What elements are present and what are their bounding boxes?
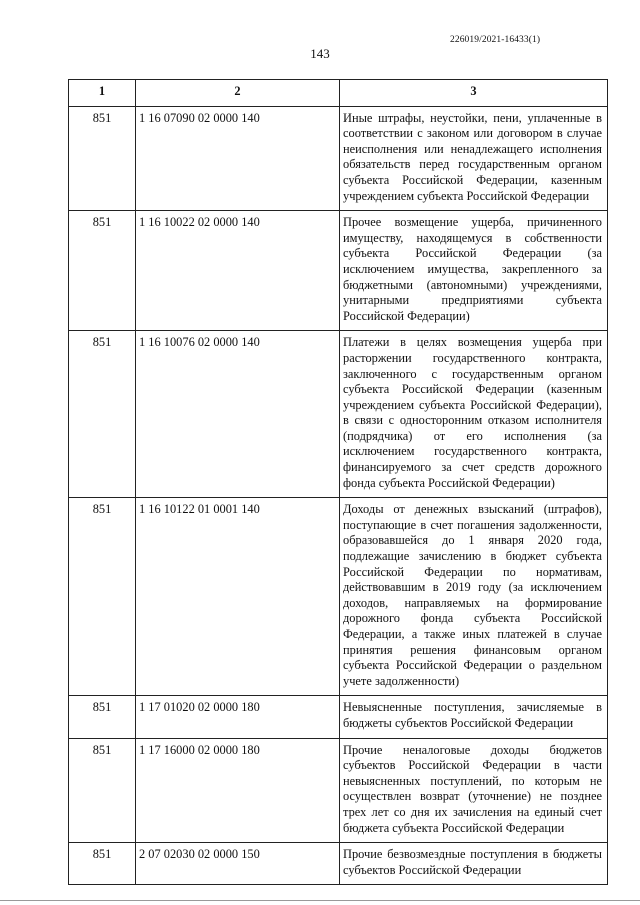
income-description-cell: Невыясненные поступления, зачисляемые в бюджеты субъектов Российской Федерации: [340, 696, 608, 738]
budget-classification-code-cell: 1 17 01020 02 0000 180: [136, 696, 340, 738]
admin-code-cell: 851: [69, 738, 136, 843]
table-row: [69, 696, 608, 738]
table-row: [69, 738, 608, 843]
document-id: 226019/2021-16433(1): [450, 35, 541, 45]
budget-classification-code-cell: 1 17 16000 02 0000 180: [136, 738, 340, 843]
column-header-1: 1: [69, 80, 136, 107]
admin-code-cell: 851: [69, 696, 136, 738]
table-header-row: [69, 80, 608, 107]
budget-classification-code-cell: 1 16 07090 02 0000 140: [136, 106, 340, 211]
income-description-cell: Доходы от денежных взысканий (штрафов), поступающие в счет погашения задолженности, образовавшейся до 1 января 2020 года, подлежащие зачислению в бюджет субъекта Российской Федерации по нормативам, действовавшим в 2019 году (за исключением доходов, направляемых на формирование дорожного фонда субъекта Российской Федерации, а также иных платежей в случае принятия решения финансовым органом субъекта Российской Федерации о раздельном учете задолженности): [340, 498, 608, 696]
table-row: [69, 498, 608, 696]
admin-code-cell: 851: [69, 843, 136, 885]
table-row: [69, 331, 608, 498]
column-header-2: 2: [136, 80, 340, 107]
page-number: 143: [310, 46, 330, 61]
admin-code-cell: 851: [69, 106, 136, 211]
admin-code-cell: 851: [69, 331, 136, 498]
income-description-cell: Иные штрафы, неустойки, пени, уплаченные в соответствии с законом или договором в случае неисполнения или ненадлежащего исполнения обязательств перед государственным органом субъекта Российской Федерации, казенным учреждением субъекта Российской Федерации: [340, 106, 608, 211]
table-row: [69, 211, 608, 331]
budget-classification-code-cell: 1 16 10076 02 0000 140: [136, 331, 340, 498]
table-row: [69, 843, 608, 885]
budget-codes-table: [68, 79, 608, 885]
income-description-cell: Платежи в целях возмещения ущерба при расторжении государственного контракта, заключенного с государственным органом субъекта Российской Федерации (казенным учреждением субъекта Российской Федерации), в связи с односторонним отказом исполнителя (подрядчика) от его исполнения (за исключением государственного контракта, финансируемого за счет средств дорожного фонда субъекта Российской Федерации): [340, 331, 608, 498]
admin-code-cell: 851: [69, 211, 136, 331]
income-description-cell: Прочее возмещение ущерба, причиненного имуществу, находящемуся в собственности субъекта Российской Федерации (за исключением имущества, закрепленного за бюджетными (автономными) учреждениями, унитарными предприятиями субъекта Российской Федерации): [340, 211, 608, 331]
budget-classification-code-cell: 2 07 02030 02 0000 150: [136, 843, 340, 885]
budget-classification-code-cell: 1 16 10022 02 0000 140: [136, 211, 340, 331]
table-row: [69, 106, 608, 211]
income-description-cell: Прочие безвозмездные поступления в бюджеты субъектов Российской Федерации: [340, 843, 608, 885]
budget-classification-code-cell: 1 16 10122 01 0001 140: [136, 498, 340, 696]
income-description-cell: Прочие неналоговые доходы бюджетов субъектов Российской Федерации в части невыясненных поступлений, по которым не осуществлен возврат (уточнение) не позднее трех лет со дня их зачисления на единый счет бюджета субъекта Российской Федерации: [340, 738, 608, 843]
column-header-3: 3: [340, 80, 608, 107]
bottom-scan-rule: [0, 900, 640, 901]
admin-code-cell: 851: [69, 498, 136, 696]
